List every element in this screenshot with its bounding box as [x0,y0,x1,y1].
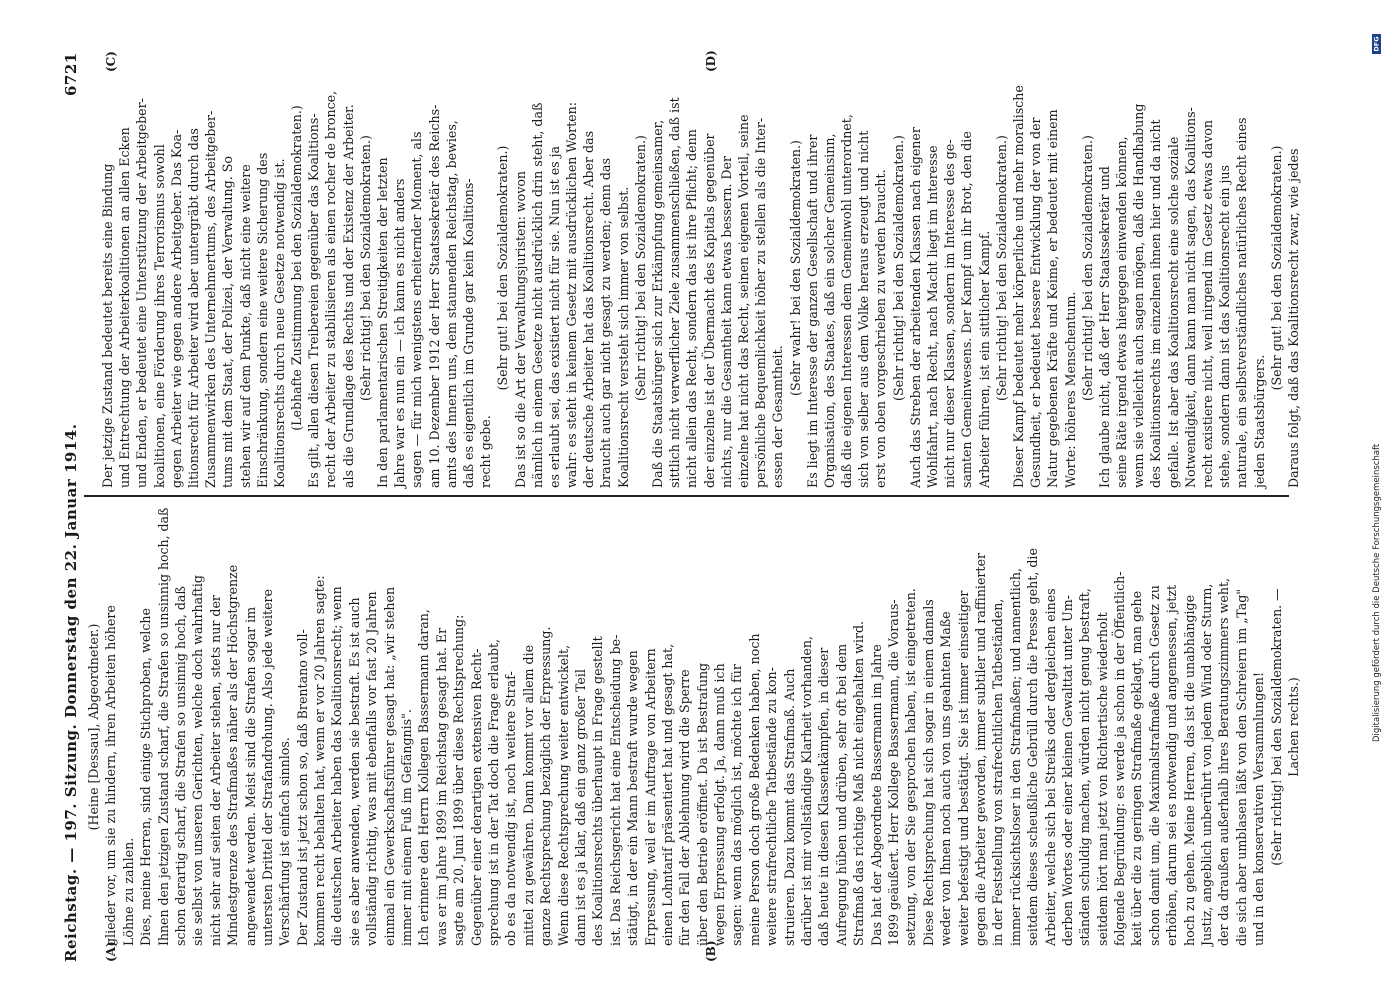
left-column-line: dann ist es ja klar, daß ein ganz großer Teil [572,669,588,946]
right-column-line: persönliche Bequemlichkeit höher zu stellen als die Inter- [753,117,769,488]
right-column-line: koalitionen, eine Förderung ihres Terrorismus sowohl [151,144,167,488]
right-column-line: Es liegt im Interesse der ganzen Gesellschaft und ihrer [804,134,820,488]
right-column-line: nicht allein das Recht, sondern das ist ihre Pflicht; denn [684,129,700,488]
right-column-line: Notwendigkeit, dann kann man nicht sagen, das Koalitions- [1182,107,1198,488]
right-column-line: am 10. Dezember 1912 der Herr Staatssekretär des Reichs- [426,104,442,488]
right-column-line: seine Räte irgend etwas hiergegen einwenden können, [1114,136,1130,488]
right-column-line: Jahre war es nun ein — ich kann es nicht anders [392,178,408,488]
left-column-line: glieder vor, um sie zu hindern, ihren Arbeiten höhere [103,605,119,946]
left-column-line: meine Person doch große Bedenken haben, noch [746,633,762,946]
left-column-line: Verschärfung ist einfach sinnlos. [277,737,293,946]
left-column-line: Justiz, angeblich unberührt von jedem Wind oder Sturm, [1199,583,1215,946]
right-column-line: Einschränkung, sondern eine weitere Sicherung des [254,152,270,488]
left-column-line: Erpressung, weil er im Auftrage von Arbeitern [642,648,658,946]
right-column-line: nichts, nur die Gesamtheit kann etwas bessern. Der [718,155,734,488]
left-column-line: Strafmaß das richtige Maß nicht eingehalten wird. [851,620,867,946]
right-column-line: der einzelne ist der Übermacht des Kapitals gegenüber [701,133,717,488]
right-column-line: wenn sie vielleicht auch sagen mögen, daß die Handhabung [1131,103,1147,488]
right-column-line: stehen wir auf dem Punkte, daß nicht eine weitere [237,164,253,488]
right-column-line: samten Gemeinwesens. Der Kampf um ihr Brot, den die [959,131,975,488]
left-column-line: schon damit um, die Maximalstrafmaße durch Gesetz zu [1146,585,1162,946]
left-column-line: Ihnen den jetzigen Zustand scharf, die Strafen so unsinnig hoch, daß [155,507,171,946]
left-column-line: seitdem hört man jetzt von Richtertische wiederholt [1094,612,1110,946]
right-column-line: amts des Innern uns, dem staunenden Reichstag, bewies, [443,120,459,488]
margin-mark-d: (D) [704,50,718,72]
left-column-line: seitdem dieses scheußliche Gebrüll durch die Presse geht, die [1025,548,1041,946]
left-column-line: für den Fall der Ablehnung wird die Sperre [677,669,693,946]
margin-mark-a: (A) [104,941,118,962]
right-column-line: Organisation, des Staates, daß ein solcher Gemeinsinn, [821,133,837,488]
left-column-line: untersten Drittel der Strafandrohung. Also jede weitere [259,589,275,946]
right-column-line: Es gilt, allen diesen Treibereien gegenüber das Koalitions- [306,113,322,488]
right-column-line: (Sehr wahr! bei den Sozialdemokraten.) [787,140,803,396]
right-column-line: recht gebe. [478,415,494,488]
left-column-line: Arbeiter, welche sich bei Streiks oder dergleichen eines [1042,588,1058,946]
left-column-line: und in den konservativen Versammlungen! [1251,672,1267,946]
left-column-line: sie selbst von unseren Gerichten, welche doch wahrhaftig [190,575,206,946]
left-column-line: ganze Rechtsprechung bezüglich der Erpressung. [538,626,554,946]
left-column-line: immer mit einem Fuß im Gefängnis". [399,709,415,946]
left-column-line: 1899 geäußert. Herr Kollege Bassermann, die Voraus- [886,599,901,946]
right-column-line: des Koalitionsrechts im einzelnen ihnen hier und da nicht [1148,119,1164,488]
right-column-line: Arbeiter führen, ist ein sittlicher Kampf. [976,230,992,488]
right-column-line: der deutsche Arbeiter hat das Koalitionsrecht. Aber das [581,130,597,488]
right-column-line: und Enden, er bedeutet eine Unterstützung der Arbeitgeber- [134,98,150,488]
right-column-line: (Sehr richtig! bei den Sozialdemokraten.) [357,135,373,401]
page-header [62,92,80,962]
right-column-line: sich von selber aus dem Volke heraus erzeugt und nicht [856,130,872,488]
right-column-line: erst von oben vorgeschrieben zu werden braucht. [873,169,889,488]
left-column-line: Mindestgrenze des Strafmaßes näher als der Höchstgrenze [225,564,241,946]
left-column-line: Das hat der Abgeordnete Bassermann im Jahre [868,644,884,946]
right-column-line: Worte: höheres Menschentum. [1062,291,1078,488]
right-column-line: (Sehr richtig! bei den Sozialdemokraten.) [632,135,648,401]
right-column-line: naturale, ein selbstverständliches natürliches Recht eines [1234,117,1250,488]
right-column-line: (Lebhafte Zustimmung bei den Sozialdemokraten.) [289,105,305,431]
left-column-line: folgende Begründung: es werde ja schon in der Öffentlich- [1112,571,1128,946]
left-column-line: nicht sehr auf seiten der Arbeiter stehen, stets nur der [207,595,223,946]
right-column-line: es erlaubt sei, das existiert nicht für sie. Nun ist es ja [546,145,562,488]
left-column-line: (Heine [Dessau], Abgeordneter.) [86,623,101,831]
right-column-line: litionsrecht für Arbeiter wird aber untergräbt durch das [185,128,201,488]
left-column-line: derben Wortes oder einer kleinen Gewalttat unter Um- [1059,595,1075,946]
left-column-line: mittel zu gewähren. Dann kommt vor allem die [520,644,536,946]
right-column-line: Auch das Streben der arbeitenden Klassen nach eigener [907,127,923,488]
right-column-line: (Sehr gut! bei den Sozialdemokraten.) [1268,145,1284,391]
left-column-line: des Koalitionsrechts überhaupt in Frage gestellt [590,636,606,946]
right-column-line: In den parlamentarischen Streitigkeiten der letzten [375,157,390,488]
right-column-line: recht existiere nicht, weil nirgend im Gesetz etwas davon [1200,119,1216,488]
left-column-line: Aufregung hüben und drüben, sehr oft bei dem [833,643,849,946]
left-column-line: einen Lohntarif präsentiert hat und gesagt hat, [659,643,675,946]
right-column-line: als die Grundlage des Rechts und der Existenz der Arbeiter. [340,104,356,488]
left-column-line: gegen die Arbeiter geworden, immer subtiler und raffinierter [972,553,988,946]
left-column-line: (Sehr richtig! bei den Sozialdemokraten. — [1268,588,1284,866]
left-column-line: über den Betrieb eröffnet. Da ist Bestrafung [694,662,710,946]
left-column-line: erhöhen, darum sei es notwendig und angemessen, jetzt [1164,584,1180,946]
left-column-line: ist. Das Reichsgericht hat eine Entscheidung be- [607,634,623,946]
right-column-line: tums mit dem Staat, der Polizei, der Verwaltung. So [220,156,236,488]
left-column-line: die deutschen Arbeiter haben das Koalitionsrecht; wenn [329,586,345,946]
left-column-line: setzung, von der Sie gesprochen haben, ist eingetreten. [903,588,919,946]
right-column-line: Das ist so die Art der Verwaltungsjuristen: wovon [512,170,528,488]
margin-mark-c: (C) [104,51,118,72]
right-column-line: daß die eigenen Interessen dem Gemeinwohl unterordnet, [839,114,855,488]
right-column-line: gefalle. Ist aber das Koalitionsrecht eine solche soziale [1165,136,1181,488]
right-column-line: gegen Arbeiter wie gegen andere Arbeitgeber. Das Koa- [168,129,184,488]
right-column-line: recht der Arbeiter zu stabilisieren als einen rocher de bronce, [323,90,339,488]
right-column-line: Daraus folgt, daß das Koalitionsrecht zwar, wie jedes [1286,148,1301,488]
right-column-line: essen der Gesamtheit. [770,345,786,488]
left-column-line: ob es da notwendig ist, noch weitere Straf- [503,671,519,946]
right-column-line: Ich glaube nicht, daß der Herr Staatssekretär und [1096,166,1112,488]
digitization-credit: Digitalisierung gefördert durch die Deutsche Forschungsgemeinschaft [1372,443,1382,742]
left-column-line: angewendet werden. Meist sind die Strafen sogar im [242,606,258,946]
left-column-line: hoch zu gehen. Meine Herren, das ist die unabhängige [1181,594,1197,946]
left-column-line: sagte am 20. Juni 1899 über diese Rechtsprechung: [451,614,467,946]
right-column-line: jeden Staatsbürgers. [1251,354,1267,488]
left-column-line: ständen schuldig machen, würden nicht genug bestraft, [1077,588,1093,946]
right-column-line: (Sehr richtig! bei den Sozialdemokraten.) [890,135,906,401]
right-column-line: Koalitionsrecht versteht sich immer von selbst. [615,186,631,488]
left-column-line: sie es aber anwenden, werden sie bestraft. Es ist auch [346,597,362,946]
page-number: 6721 [62,52,80,96]
right-column-line: Gesundheit, er bedeutet bessere Entwicklung der von der [1028,117,1044,488]
left-column-line: die sich aber umblasen läßt von den Schreiern im „Tag" [1233,588,1249,946]
left-column-line: stätigt, in der ein Mann bestraft wurde wegen [625,650,641,946]
left-column-line: sprechung ist in der Tat doch die Frage erlaubt, [486,638,501,946]
right-column-line: stehe, sondern dann ist das Koalitionsrecht ein jus [1217,165,1233,488]
right-column-line: (Sehr richtig! bei den Sozialdemokraten.) [1079,135,1095,401]
left-column-line: Lachen rechts.) [1286,677,1301,777]
right-column-line: daß es eigentlich im Grunde gar kein Koalitions- [460,178,476,488]
left-column-line: Der Zustand ist jetzt schon so, daß Brentano voll- [294,629,310,946]
left-column-line: keit über die zu geringen Strafmaße geklagt, man gehe [1129,590,1145,946]
left-column-line: Löhne zu zahlen. [120,837,136,946]
right-column-line: Daß die Staatsbürger sich zur Erkämpfung gemeinsamer, [650,119,666,488]
left-column-line: wegen Erpressung erfolgt. Ja, dann muß ich [712,663,728,946]
left-column-line: immer rücksichtsloser in den Strafmaßen; und namentlich, [1007,568,1023,946]
right-column-line: einzelne hat nicht das Recht, seinen eigenen Vorteil, seine [735,114,751,488]
left-column-line: sagen: wenn das möglich ist, möchte ich für [729,664,745,946]
left-column-line: Wenn diese Rechtsprechung weiter entwickelt, [555,644,571,946]
left-column-line: weiter befestigt und bestätigt. Sie ist immer einseitiger [955,590,971,946]
right-column-line: wahr: es steht in keinem Gesetz mit ausdrücklichen Worten: [564,102,580,488]
left-column-line: weder von Ihnen noch auch von uns geahnten Maße [938,611,954,946]
left-column-line: daß heute in diesen Klassenkämpfen, in dieser [816,647,832,946]
right-column-line: sittlich nicht verwerflicher Ziele zusammenschließen, daß ist [667,97,683,488]
left-column-line: kommen recht behalten hat, wenn er vor 20 Jahren sagte: [312,575,328,946]
left-column-line: der da draußen außerhalb ihres Beratungszimmers weht, [1216,577,1232,946]
left-column-line: vollständig richtig, was mit ebenfalls vor fast 20 Jahren [364,591,380,946]
left-column-line: was er im Jahre 1899 im Reichstag gesagt hat. Er [433,627,449,946]
right-column-line: Koalitionsrechts durch neue Gesetze notwendig ist. [271,158,287,488]
left-column-line: darüber ist mir vollständige Klarheit vorhanden, [799,636,815,946]
right-column-line: nämlich in einem Gesetze nicht ausdrücklich drin steht, daß [529,102,545,488]
header-title: Reichstag. — 197. Sitzung. Donnerstag den 22. Januar 1914. [62,423,80,962]
left-column-line: Ich erinnere den Herrn Kollegen Bassermann daran, [416,609,432,946]
right-column-line: Der jetzige Zustand bedeutet bereits eine Bindung [100,163,115,488]
left-column-line: Gegenüber einer derartigen extensiven Recht- [468,648,484,946]
right-column-line: Dieser Kampf bedeutet mehr körperliche und mehr moralische [1010,85,1026,488]
right-column-line: und Entrechtung der Arbeiterkoalitionen an allen Ecken [117,127,133,488]
right-column-line: sagen — für mich wenigstens erheiternder Moment, als [409,131,425,488]
column-divider [84,495,1289,497]
dfg-logo-icon: DFG [1372,34,1381,54]
left-column-line: weitere strafrechtliche Tatbestände zu kon- [764,667,780,946]
left-column-line: schon derartig scharf, die Strafen so unsinnig hoch, daß [172,586,188,946]
right-column-line: Natur gegebenen Kräfte und Keime, er bedeutet mit einem [1045,109,1061,488]
right-column-line: (Sehr richtig! bei den Sozialdemokraten.) [993,135,1009,401]
left-column-line: in der Feststellung von strafrechtlichen Tatbeständen, [990,598,1006,946]
right-column-line: braucht auch gar nicht gesagt zu werden; denn das [598,158,614,488]
margin-mark-b: (B) [704,940,718,962]
right-column-line: (Sehr gut! bei den Sozialdemokraten.) [495,145,511,391]
right-column-line: Zusammenwirken des Unternehmertums, des Arbeitgeber- [203,110,219,488]
left-column-line: einmal ein Gewerkschaftsführer gesagt hat: „wir stehen [381,586,397,946]
left-column-line: struieren. Dazu kommt das Strafmaß. Auch [781,668,797,946]
right-column-line: nicht nur dieser Klassen, sondern im Interesse des ge- [942,139,958,488]
right-column-line: Wohlfahrt, nach Recht, nach Macht liegt im Interesse [925,145,941,488]
left-column-line: Dies, meine Herren, sind einige Stichproben, welche [138,608,154,946]
left-column-line: Diese Rechtsprechung hat sich sogar in einem damals [920,599,936,946]
